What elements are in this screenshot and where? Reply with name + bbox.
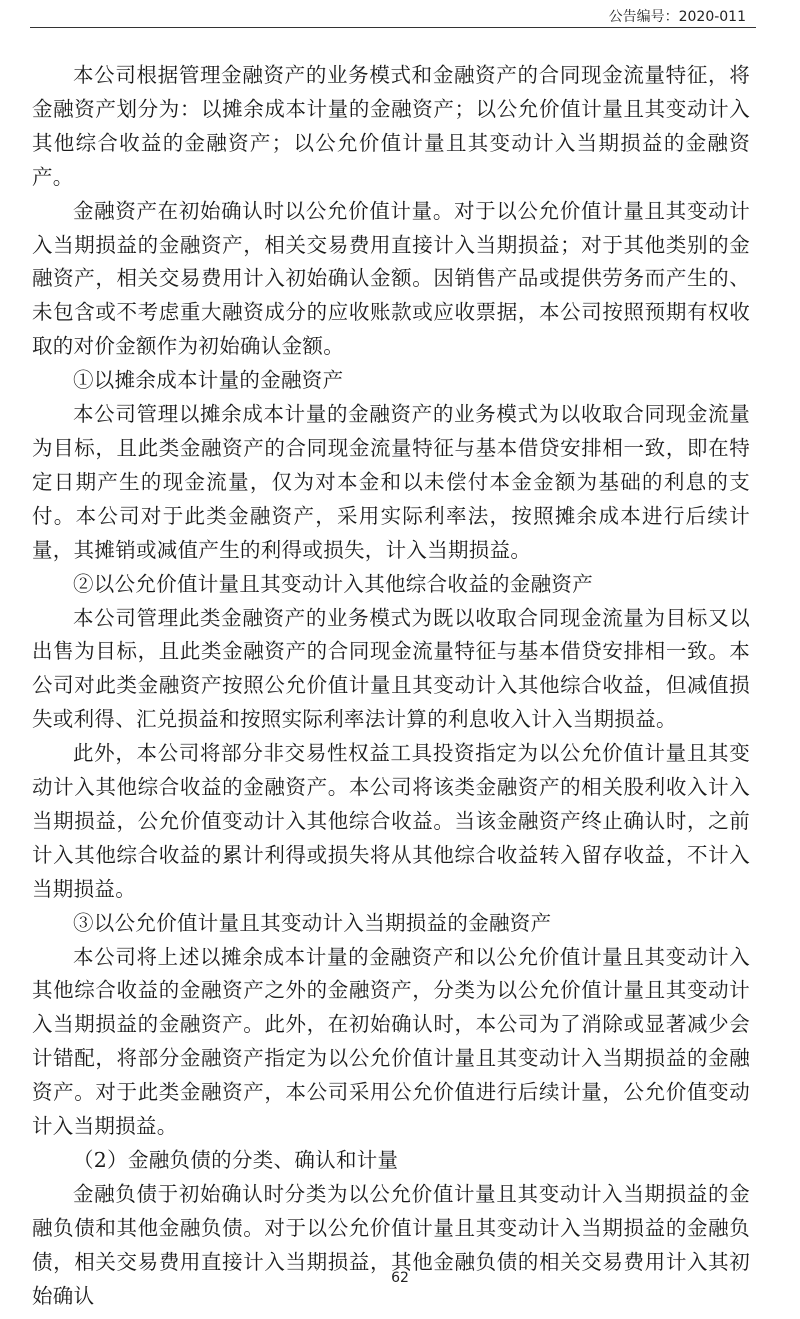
subheading-fvoci: ②以公允价值计量且其变动计入其他综合收益的金融资产: [73, 571, 593, 596]
section-heading-financial-liabilities: （2）金融负债的分类、确认和计量: [73, 1148, 399, 1172]
paragraph-fvtpl: 本公司将上述以摊余成本计量的金融资产和以公允价值计量且其变动计入其他综合收益的金融资产之外的金融资产，分类为以公允价值计量且其变动计入当期损益的金融资产。此外，在初始确认时，本公司为了消除或显著减少会计错配，将部分金融资产指定为以公允价值计量且其变动计入当期损益的金融资产。对于此类金融资产，本公司采用公允价值进行后续计量，公允价值变动计入当期损益。: [32, 944, 750, 1139]
paragraph-equity-designation: 此外，本公司将部分非交易性权益工具投资指定为以公允价值计量且其变动计入其他综合收益的金融资产。本公司将该类金融资产的相关股利收入计入当期损益，公允价值变动计入其他综合收益。当该金融资产终止确认时，之前计入其他综合收益的累计利得或损失将从其他综合收益转入留存收益，不计入当期损益。: [32, 741, 750, 901]
header-divider: [30, 27, 756, 28]
document-body: [32, 59, 750, 1314]
subheading-amortized-cost: ①以摊余成本计量的金融资产: [73, 368, 344, 393]
paragraph-initial-recognition: 金融资产在初始确认时以公允价值计量。对于以公允价值计量且其变动计入当期损益的金融资产，相关交易费用直接计入当期损益；对于其他类别的金融资产，相关交易费用计入初始确认金额。因销售产品或提供劳务而产生的、未包含或不考虑重大融资成分的应收账款或应收票据，本公司按照预期有权收取的对价金额作为初始确认金额。: [32, 198, 750, 359]
subheading-fvtpl: ③以公允价值计量且其变动计入当期损益的金融资产: [73, 910, 552, 935]
paragraph-financial-liabilities: 金融负债于初始确认时分类为以公允价值计量且其变动计入当期损益的金融负债和其他金融负债。对于以公允价值计量且其变动计入当期损益的金融负债，相关交易费用直接计入当期损益，其他金融负债的相关交易费用计入其初始确认: [32, 1181, 750, 1308]
page-number: 62: [391, 1270, 409, 1286]
announcement-number: 公告编号：2020-011: [608, 9, 746, 25]
paragraph-amortized-cost: 本公司管理以摊余成本计量的金融资产的业务模式为以收取合同现金流量为目标，且此类金融资产的合同现金流量特征与基本借贷安排相一致，即在特定日期产生的现金流量，仅为对本金和以未偿付本金金额为基础的利息的支付。本公司对于此类金融资产，采用实际利率法，按照摊余成本进行后续计量，其摊销或减值产生的利得或损失，计入当期损益。: [32, 402, 750, 562]
paragraph-classification-intro: 本公司根据管理金融资产的业务模式和金融资产的合同现金流量特征，将金融资产划分为：以摊余成本计量的金融资产；以公允价值计量且其变动计入其他综合收益的金融资产；以公允价值计量且其变动计入当期损益的金融资产。: [32, 63, 750, 189]
paragraph-fvoci: 本公司管理此类金融资产的业务模式为既以收取合同现金流量为目标又以出售为目标，且此类金融资产的合同现金流量特征与基本借贷安排相一致。本公司对此类金融资产按照公允价值计量且其变动计入其他综合收益，但减值损失或利得、汇兑损益和按照实际利率法计算的利息收入计入当期损益。: [32, 605, 750, 732]
